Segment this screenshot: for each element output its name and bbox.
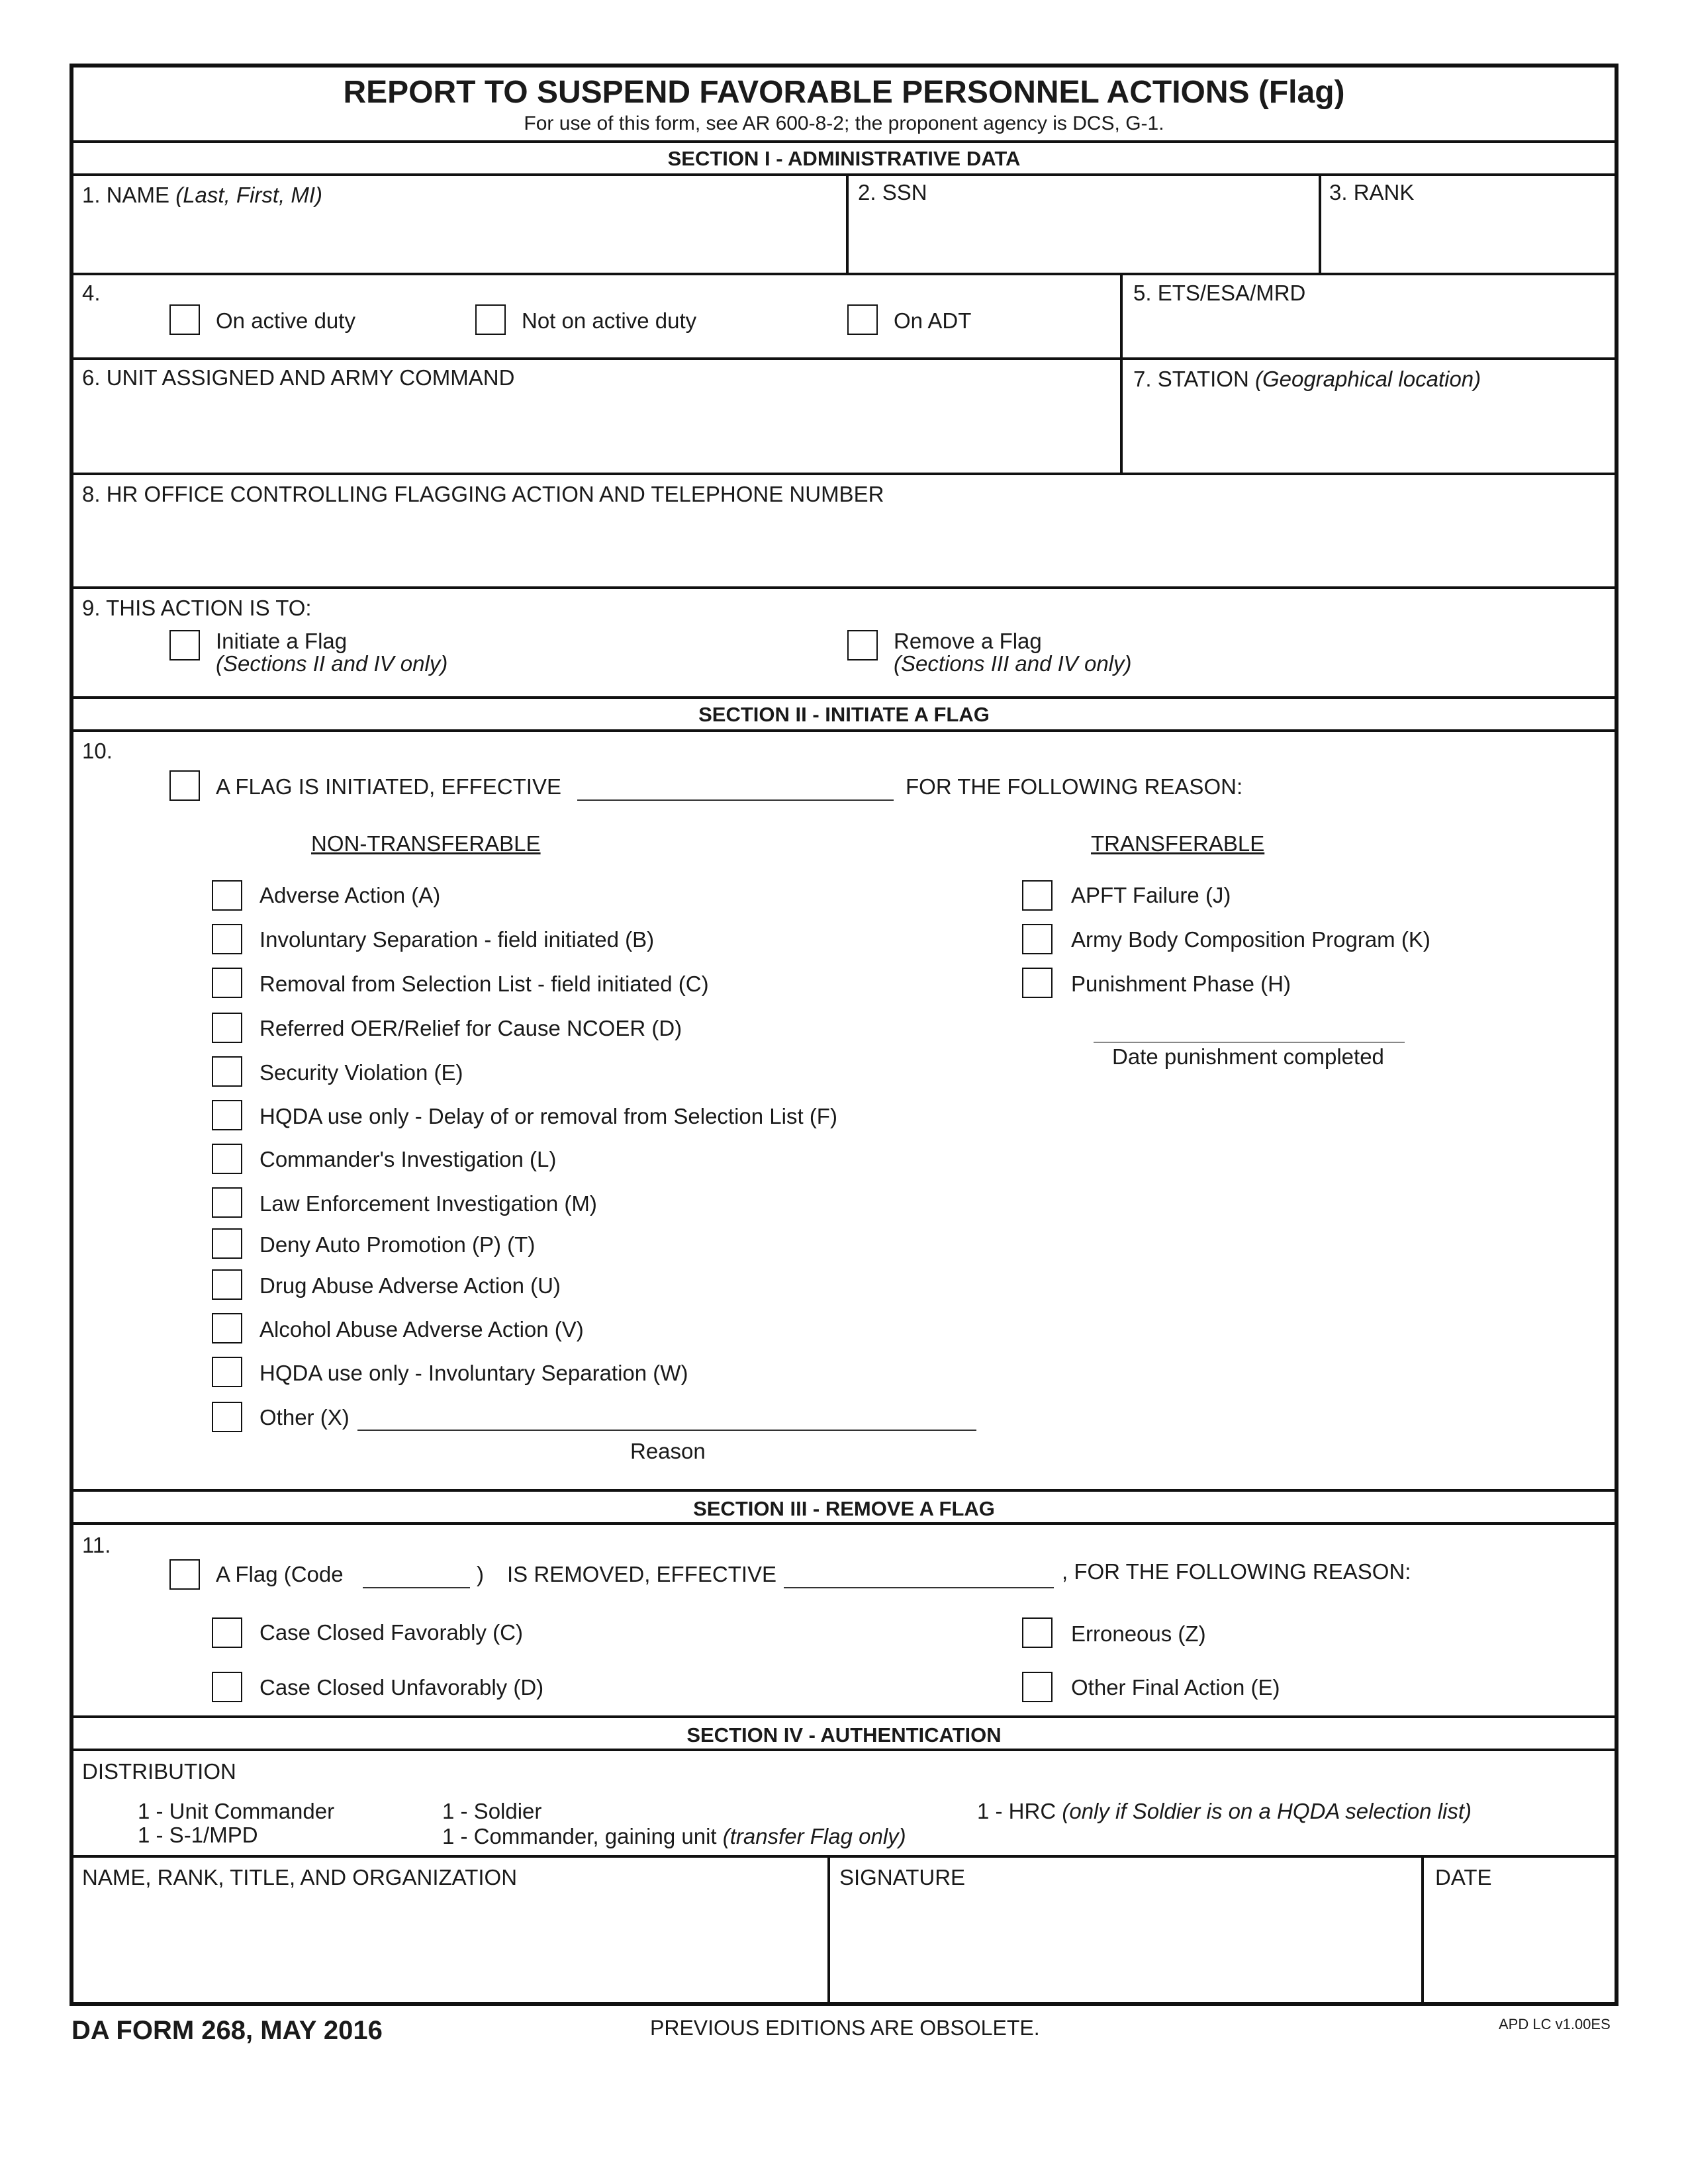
remove-flag-checkbox[interactable] <box>847 630 878 660</box>
divider <box>1319 173 1321 274</box>
on-active-duty-checkbox[interactable] <box>169 304 200 335</box>
action-field-label: 9. THIS ACTION IS TO: <box>82 596 312 620</box>
ssn-input[interactable] <box>851 210 1315 269</box>
case-closed-unfavorably-checkbox[interactable] <box>212 1672 242 1702</box>
remove-flag-label: Remove a Flag <box>894 629 1042 653</box>
obsolete-note: PREVIOUS EDITIONS ARE OBSOLETE. <box>650 2016 1040 2040</box>
deny-auto-promotion-checkbox[interactable] <box>212 1228 242 1259</box>
involuntary-separation-field-checkbox[interactable] <box>212 924 242 954</box>
hqda-involuntary-separation-checkbox[interactable] <box>212 1357 242 1387</box>
punishment-phase-label: Punishment Phase (H) <box>1071 972 1291 996</box>
divider <box>70 173 1618 176</box>
dist-soldier: 1 - Soldier <box>442 1799 542 1823</box>
section-4-header: SECTION IV - AUTHENTICATION <box>686 1723 1002 1747</box>
adverse-action-label: Adverse Action (A) <box>259 883 441 907</box>
signature-label: SIGNATURE <box>839 1865 966 1889</box>
date-label: DATE <box>1435 1865 1492 1889</box>
deny-auto-promotion-label: Deny Auto Promotion (P) (T) <box>259 1232 536 1257</box>
divider <box>70 1855 1618 1858</box>
section-2-header: SECTION II - INITIATE A FLAG <box>698 703 990 726</box>
divider <box>70 273 1618 275</box>
on-adt-checkbox[interactable] <box>847 304 878 335</box>
ssn-field-label: 2. SSN <box>858 180 927 205</box>
commanders-investigation-checkbox[interactable] <box>212 1144 242 1174</box>
divider <box>827 1855 830 2006</box>
hr-office-input[interactable] <box>74 512 1612 582</box>
other-reason-input[interactable] <box>357 1430 976 1431</box>
hqda-involuntary-separation-label: HQDA use only - Involuntary Separation (W) <box>259 1361 688 1385</box>
name-field-label: 1. NAME (Last, First, MI) <box>82 183 323 207</box>
involuntary-separation-field-label: Involuntary Separation - field initiated (B) <box>259 927 655 952</box>
alcohol-abuse-checkbox[interactable] <box>212 1313 242 1343</box>
status-field-label: 4. <box>82 281 101 305</box>
removal-selection-list-label: Removal from Selection List - field initiated (C) <box>259 972 709 996</box>
divider <box>1120 273 1123 474</box>
other-reason-caption: Reason <box>630 1439 706 1463</box>
divider <box>70 586 1618 589</box>
drug-abuse-checkbox[interactable] <box>212 1269 242 1300</box>
name-input[interactable] <box>74 213 842 269</box>
removal-effective-date-input[interactable] <box>784 1587 1054 1588</box>
divider <box>70 1715 1618 1718</box>
on-adt-label: On ADT <box>894 308 972 333</box>
punishment-phase-checkbox[interactable] <box>1022 968 1053 998</box>
dist-hrc: 1 - HRC (only if Soldier is on a HQDA selection list) <box>977 1799 1472 1823</box>
rank-field-label: 3. RANK <box>1329 180 1415 205</box>
security-violation-checkbox[interactable] <box>212 1056 242 1087</box>
not-on-active-duty-checkbox[interactable] <box>475 304 506 335</box>
flag-initiated-checkbox[interactable] <box>169 770 200 801</box>
flag-removed-checkbox[interactable] <box>169 1559 200 1590</box>
referred-oer-label: Referred OER/Relief for Cause NCOER (D) <box>259 1016 682 1040</box>
initiate-flag-label: Initiate a Flag <box>216 629 348 653</box>
unit-field-label: 6. UNIT ASSIGNED AND ARMY COMMAND <box>82 365 515 390</box>
effective-date-input[interactable] <box>577 799 894 801</box>
apft-failure-label: APFT Failure (J) <box>1071 883 1231 907</box>
hqda-delay-removal-label: HQDA use only - Delay of or removal from Selection List (F) <box>259 1104 837 1128</box>
dist-unit-commander: 1 - Unit Commander <box>138 1799 335 1823</box>
adverse-action-checkbox[interactable] <box>212 880 242 911</box>
other-reason-checkbox[interactable] <box>212 1402 242 1432</box>
drug-abuse-label: Drug Abuse Adverse Action (U) <box>259 1273 561 1298</box>
other-final-action-checkbox[interactable] <box>1022 1672 1053 1702</box>
hqda-delay-removal-checkbox[interactable] <box>212 1100 242 1130</box>
divider <box>70 473 1618 475</box>
divider <box>1421 1855 1424 2006</box>
divider <box>70 696 1618 699</box>
version-label: APD LC v1.00ES <box>1499 2016 1611 2032</box>
rank-input[interactable] <box>1324 210 1612 269</box>
initiate-flag-hint: (Sections II and IV only) <box>216 651 448 676</box>
punishment-date-caption: Date punishment completed <box>1112 1044 1384 1069</box>
law-enforcement-investigation-label: Law Enforcement Investigation (M) <box>259 1191 597 1216</box>
divider <box>70 1749 1618 1751</box>
dist-gaining-unit: 1 - Commander, gaining unit (transfer Flag only) <box>442 1824 906 1848</box>
initiate-flag-checkbox[interactable] <box>169 630 200 660</box>
divider <box>70 1522 1618 1525</box>
dist-s1-mpd: 1 - S-1/MPD <box>138 1823 258 1847</box>
distribution-label: DISTRIBUTION <box>82 1759 236 1784</box>
other-reason-label: Other (X) <box>259 1405 350 1430</box>
law-enforcement-investigation-checkbox[interactable] <box>212 1187 242 1218</box>
form-number: DA FORM 268, MAY 2016 <box>71 2016 383 2045</box>
flag-removed-text: IS REMOVED, EFFECTIVE <box>507 1562 777 1586</box>
item-10-label: 10. <box>82 739 113 763</box>
form-subtitle: For use of this form, see AR 600-8-2; the proponent agency is DCS, G-1. <box>524 113 1164 134</box>
army-body-composition-checkbox[interactable] <box>1022 924 1053 954</box>
flag-code-text: A Flag (Code <box>216 1562 344 1586</box>
flag-initiated-text: A FLAG IS INITIATED, EFFECTIVE <box>216 774 561 799</box>
section-3-header: SECTION III - REMOVE A FLAG <box>693 1497 995 1520</box>
army-body-composition-label: Army Body Composition Program (K) <box>1071 927 1430 952</box>
flag-code-close-paren: ) <box>477 1562 484 1586</box>
transferable-heading: TRANSFERABLE <box>1091 831 1265 856</box>
divider <box>70 140 1618 143</box>
hr-office-field-label: 8. HR OFFICE CONTROLLING FLAGGING ACTION AND TELEPHONE NUMBER <box>82 482 884 506</box>
removal-reason-text: , FOR THE FOLLOWING REASON: <box>1062 1559 1411 1584</box>
not-on-active-duty-label: Not on active duty <box>522 308 697 333</box>
form-title: REPORT TO SUSPEND FAVORABLE PERSONNEL ACTIONS (Flag) <box>343 75 1345 110</box>
on-active-duty-label: On active duty <box>216 308 355 333</box>
station-field-label: 7. STATION (Geographical location) <box>1133 367 1481 391</box>
removal-selection-list-checkbox[interactable] <box>212 968 242 998</box>
flag-code-input[interactable] <box>363 1587 470 1588</box>
signature-input[interactable] <box>833 1895 1417 2001</box>
case-closed-unfavorably-label: Case Closed Unfavorably (D) <box>259 1675 544 1700</box>
case-closed-favorably-label: Case Closed Favorably (C) <box>259 1620 523 1645</box>
date-input[interactable] <box>1427 1895 1613 2001</box>
divider <box>70 729 1618 732</box>
ets-field-label: 5. ETS/ESA/MRD <box>1133 281 1306 305</box>
nontransferable-heading: NON-TRANSFERABLE <box>311 831 541 856</box>
erroneous-checkbox[interactable] <box>1022 1617 1053 1648</box>
divider <box>70 1489 1618 1492</box>
following-reason-text: FOR THE FOLLOWING REASON: <box>906 774 1243 799</box>
alcohol-abuse-label: Alcohol Abuse Adverse Action (V) <box>259 1317 584 1342</box>
erroneous-label: Erroneous (Z) <box>1071 1621 1206 1646</box>
name-rank-title-label: NAME, RANK, TITLE, AND ORGANIZATION <box>82 1865 518 1889</box>
divider <box>846 173 849 274</box>
case-closed-favorably-checkbox[interactable] <box>212 1617 242 1648</box>
punishment-date-input[interactable] <box>1094 1042 1405 1043</box>
station-input[interactable] <box>1125 397 1612 469</box>
apft-failure-checkbox[interactable] <box>1022 880 1053 911</box>
other-final-action-label: Other Final Action (E) <box>1071 1675 1280 1700</box>
section-1-header: SECTION I - ADMINISTRATIVE DATA <box>667 147 1021 170</box>
name-rank-title-input[interactable] <box>74 1895 822 2001</box>
referred-oer-checkbox[interactable] <box>212 1013 242 1043</box>
commanders-investigation-label: Commander's Investigation (L) <box>259 1147 557 1171</box>
unit-input[interactable] <box>74 396 1113 469</box>
item-11-label: 11. <box>82 1533 111 1557</box>
remove-flag-hint: (Sections III and IV only) <box>894 651 1132 676</box>
security-violation-label: Security Violation (E) <box>259 1060 463 1085</box>
